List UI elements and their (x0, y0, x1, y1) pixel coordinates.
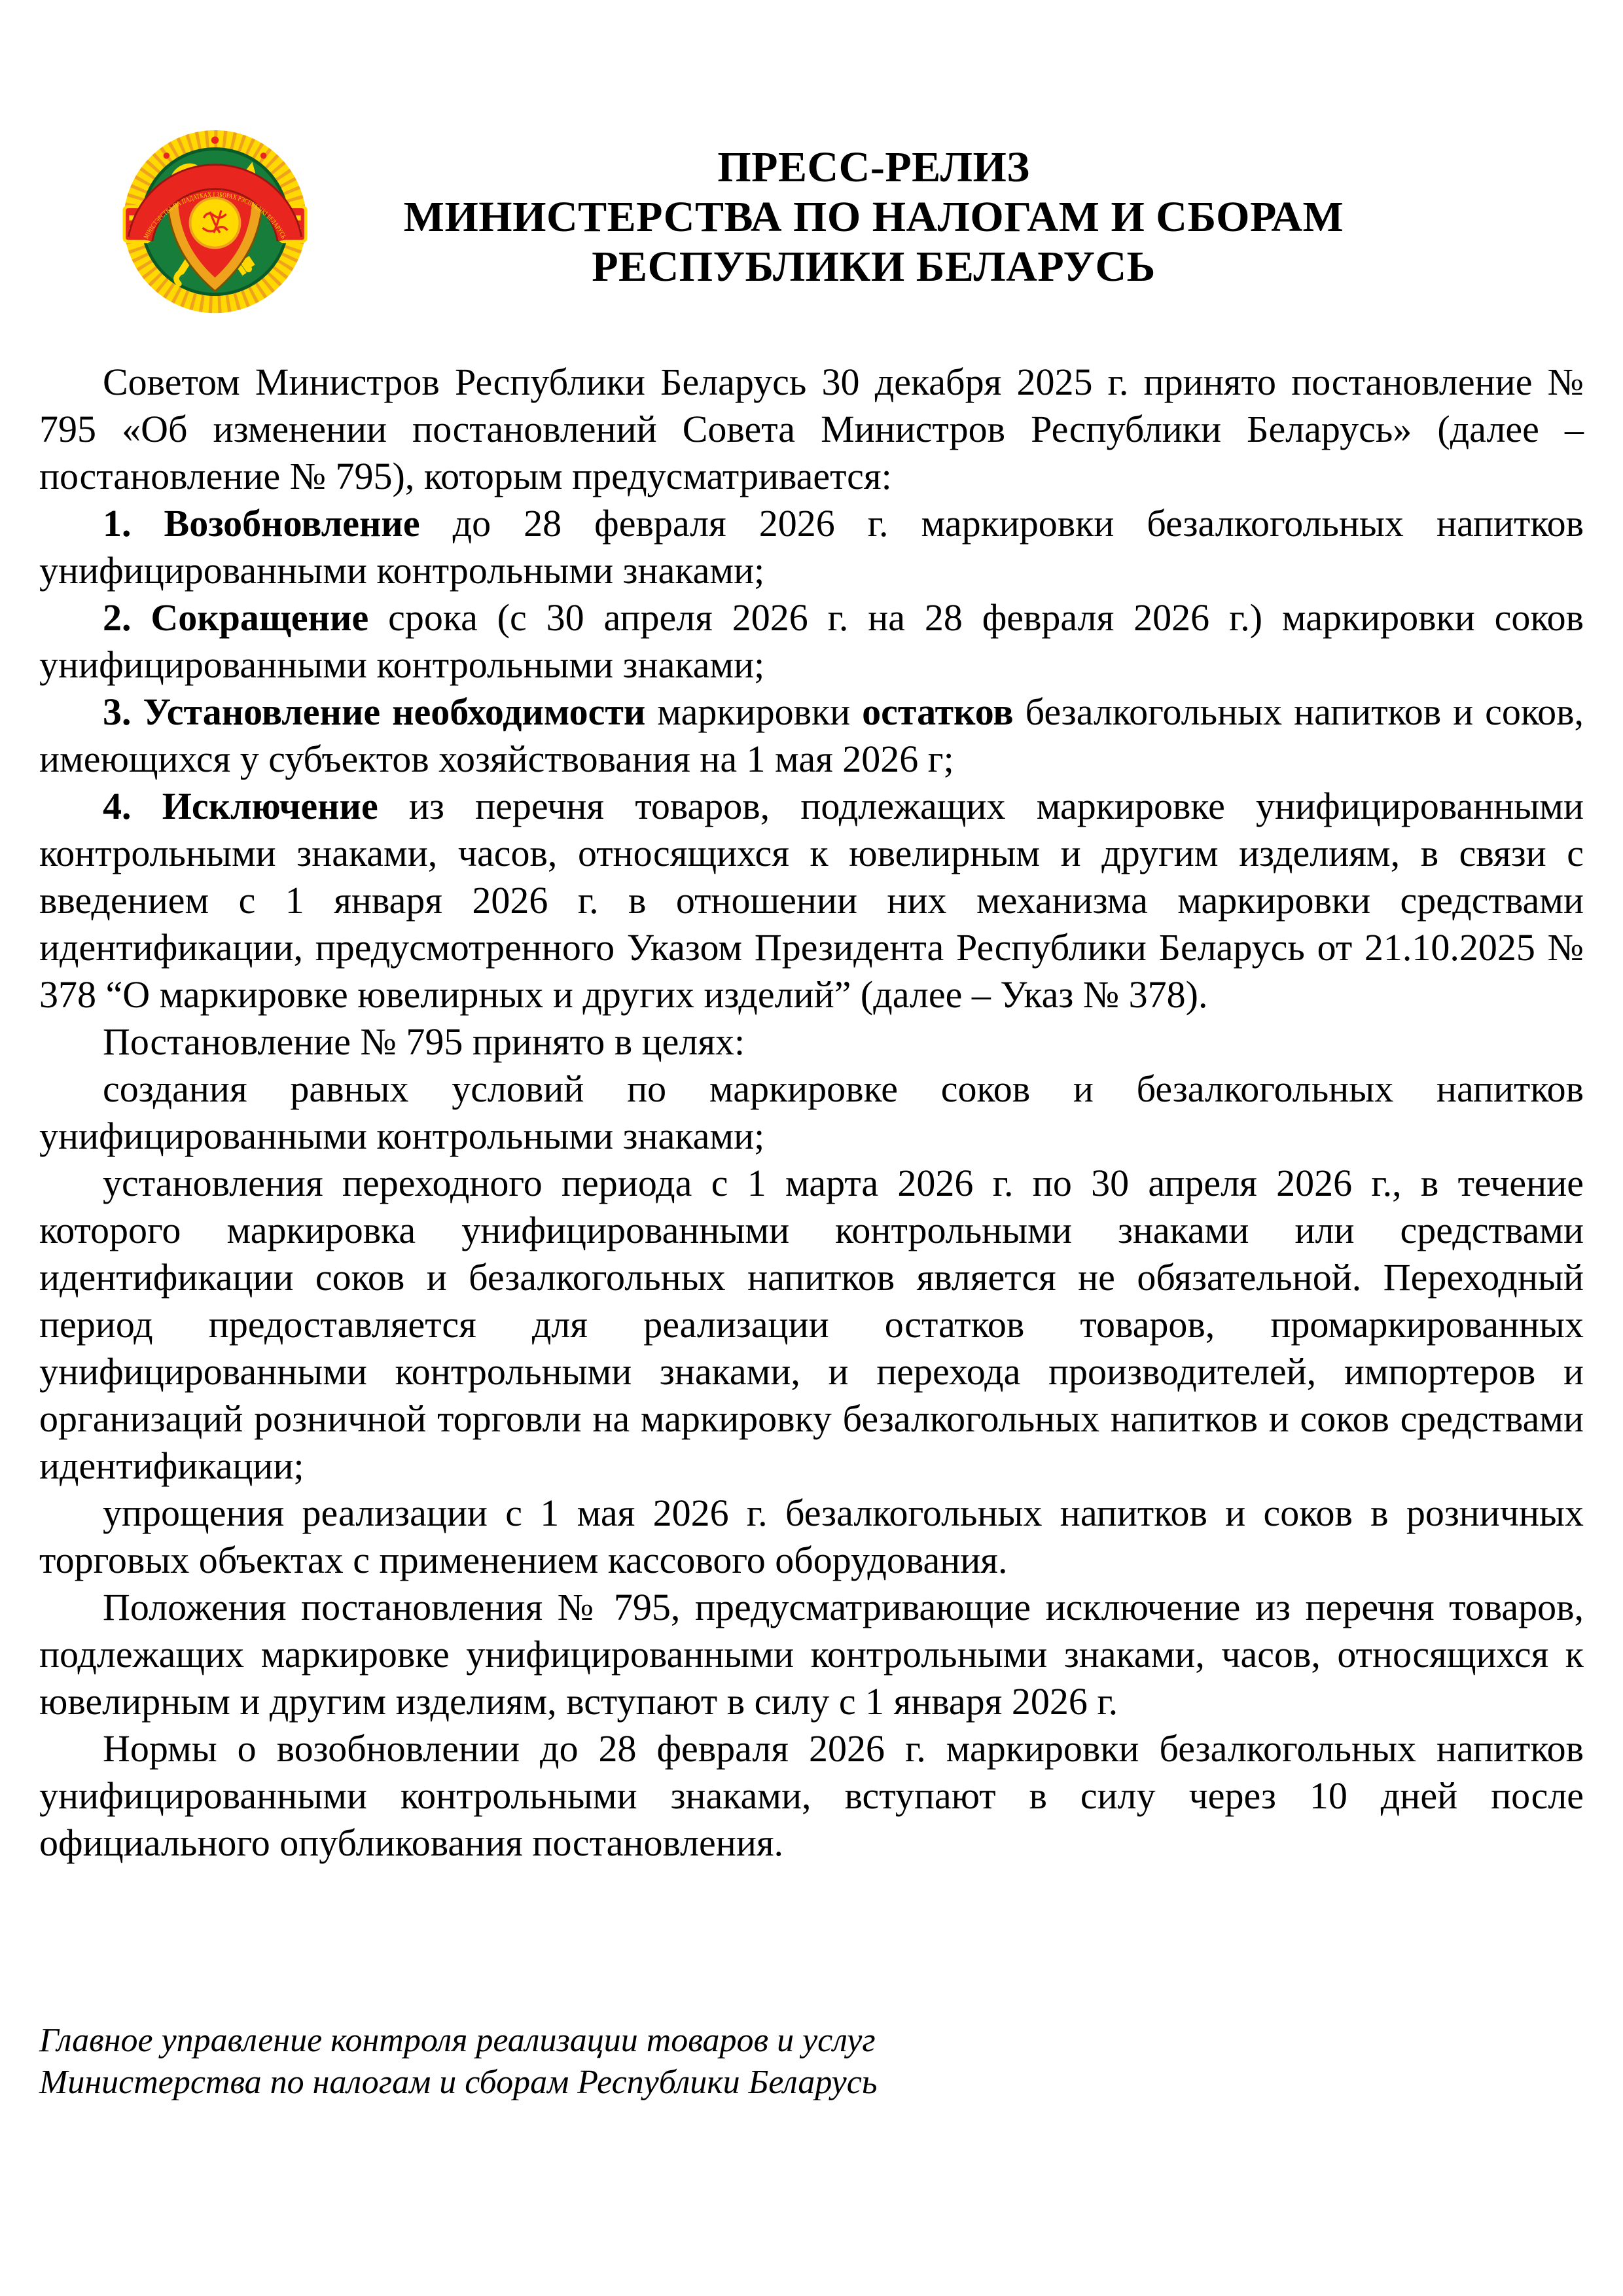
paragraph-text: до 28 февраля 2026 г. маркировки безалкогольных напитков унифицированными контрольными знаками; (39, 502, 1584, 592)
title-line-1: ПРЕСС-РЕЛИЗ (717, 143, 1030, 191)
title-line-2: МИНИСТЕРСТВА ПО НАЛОГАМ И СБОРАМ (403, 193, 1344, 241)
paragraph-text: установления переходного периода с 1 марта 2026 г. по 30 апреля 2026 г., в течение которого маркировка унифицированными контрольными знаками или средствами идентификации соков и безалкогольных напитков является не обязательной. Переходный период предоставляется для реализации остатков товаров, промаркированных унифицированными контрольными знаками, и перехода производителей, импортеров и организаций розничной торговли на маркировку безалкогольных напитков и соков средствами идентификации; (39, 1162, 1584, 1487)
footer-line-1: Главное управление контроля реализации товаров и услуг (39, 2022, 876, 2059)
paragraph-text: Положения постановления № 795, предусматривающие исключение из перечня товаров, подлежащих маркировке унифицированными контрольными знаками, часов, относящихся к ювелирным и другим изделиям, вступают в силу с 1 января 2026 г. (39, 1586, 1584, 1723)
paragraph-text-bold: 4. Исключение (103, 785, 378, 827)
paragraph-text: Нормы о возобновлении до 28 февраля 2026 г. маркировки безалкогольных напитков унифицированными контрольными знаками, вступают в силу через 10 дней после официального опубликования постановления. (39, 1727, 1584, 1864)
emblem-ribbon-text: МІНІСТЭРСТВА ПА ПАДАТКАХ І ЗБОРАХ РЭСПУБЛІКІ БЕЛАРУСЬ (143, 191, 288, 242)
paragraph-text: упрощения реализации с 1 мая 2026 г. безалкогольных напитков и соков в розничных торговых объектах с применением кассового оборудования. (39, 1492, 1584, 1581)
paragraph (39, 1066, 1584, 1160)
paragraph (39, 594, 1584, 689)
paragraph-text-bold: 2. Сокращение (103, 596, 369, 639)
paragraph (39, 689, 1584, 783)
title-line-3: РЕСПУБЛИКИ БЕЛАРУСЬ (592, 243, 1156, 291)
document-body (39, 359, 1584, 1867)
paragraph (39, 1584, 1584, 1725)
footer-signature (39, 2020, 1584, 2104)
paragraph (39, 359, 1584, 500)
paragraph-text-bold: 3. Установление необходимости (103, 691, 646, 733)
paragraph-text: маркировки (645, 691, 863, 733)
paragraph-text: из перечня товаров, подлежащих маркировке унифицированными контрольными знаками, часов, относящихся к ювелирным и другим изделиям, в связи с введением с 1 января 2026 г. в отношении них механизма маркировки средствами идентификации, предусмотренного Указом Президента Республики Беларусь от 21.10.2025 № 378 “О маркировке ювелирных и других изделий” (далее – Указ № 378). (39, 785, 1584, 1016)
paragraph (39, 783, 1584, 1018)
paragraph-text-bold: 1. Возобновление (103, 502, 420, 545)
paragraph (39, 1018, 1584, 1066)
paragraph (39, 1490, 1584, 1584)
paragraph-text: создания равных условий по маркировке соков и безалкогольных напитков унифицированными контрольными знаками; (39, 1067, 1584, 1157)
paragraph-text: Постановление № 795 принято в целях: (103, 1020, 745, 1063)
paragraph-text: безалкогольных напитков и соков, имеющихся у субъектов хозяйствования на 1 мая 2026 г; (39, 691, 1584, 780)
paragraph-text: срока (с 30 апреля 2026 г. на 28 февраля 2026 г.) маркировки соков унифицированными контрольными знаками; (39, 596, 1584, 686)
footer-line-2: Министерства по налогам и сборам Республики Беларусь (39, 2064, 878, 2101)
paragraph (39, 1160, 1584, 1490)
paragraph (39, 500, 1584, 594)
press-release-title (164, 143, 1584, 292)
paragraph-text-bold: остатков (862, 691, 1014, 733)
paragraph (39, 1725, 1584, 1867)
paragraph-text: Советом Министров Республики Беларусь 30 декабря 2025 г. принято постановление № 795 «Об изменении постановлений Совета Министров Республики Беларусь» (далее – постановление № 795), которым предусматривается: (39, 361, 1584, 497)
